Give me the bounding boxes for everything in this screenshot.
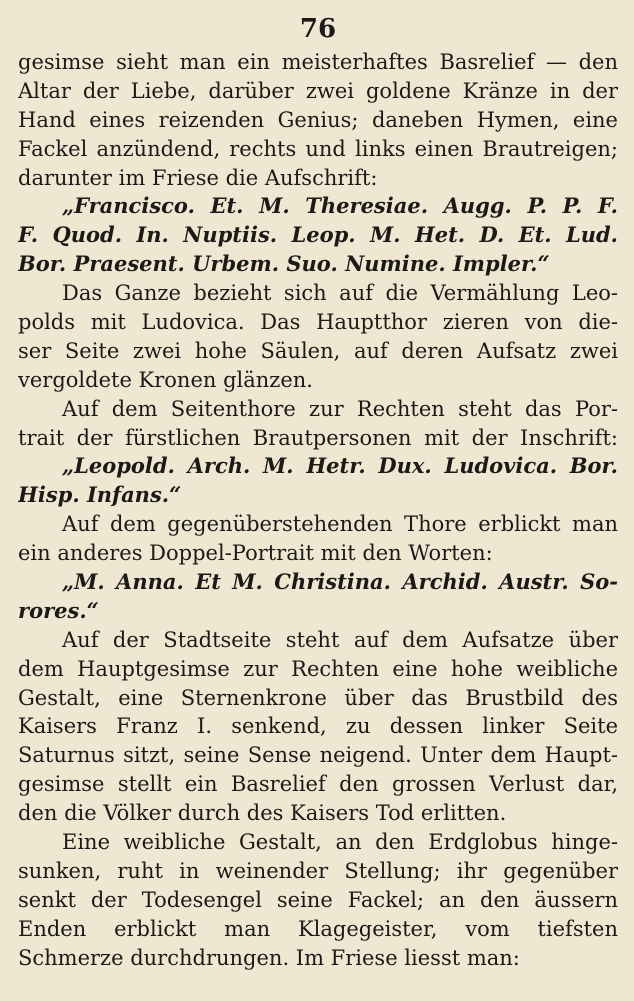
text-line: „M. Anna. Et M. Christina. Archid. Austr. So- — [62, 569, 618, 595]
text-line: den die Völker durch des Kaisers Tod erlitten. — [18, 801, 507, 826]
text-line: Auf dem Seitenthore zur Rechten steht das Por- — [62, 396, 618, 421]
text-line: ser Seite zwei hohe Säulen, auf deren Aufsatz zwei — [18, 338, 618, 363]
text-line: Kaisers Franz I. senkend, zu dessen linker Seite — [18, 714, 618, 739]
text-line: Altar der Liebe, darüber zwei goldene Kränze in der — [18, 78, 618, 103]
text-line: Das Ganze bezieht sich auf die Vermählung Leo- — [62, 281, 618, 306]
text-line: Enden erblickt man Klagegeister, vom tiefsten — [18, 916, 618, 941]
text-line: gesimse stellt ein Basrelief den grossen Verlust dar, — [18, 772, 618, 797]
text-line: Hisp. Infans.“ — [18, 482, 182, 508]
text-line: F. Quod. In. Nuptiis. Leop. M. Het. D. Et. Lud. — [18, 222, 618, 248]
text-line: Auf dem gegenüberstehenden Thore erblickt man — [62, 512, 618, 537]
page-text — [18, 48, 618, 973]
text-line: Eine weibliche Gestalt, an den Erdglobus hinge- — [62, 830, 618, 855]
page-number: 76 — [299, 14, 337, 44]
text-line: Bor. Praesent. Urbem. Suo. Numine. Impler.“ — [18, 251, 550, 277]
text-line: polds mit Ludovica. Das Hauptthor zieren von die- — [18, 310, 618, 335]
text-line: „Francisco. Et. M. Theresiae. Augg. P. P. F. — [62, 193, 618, 219]
text-line: senkt der Todesengel seine Fackel; an den äussern — [18, 887, 618, 912]
text-line: „Leopold. Arch. M. Hetr. Dux. Ludovica. Bor. — [62, 453, 618, 479]
text-line: dem Hauptgesimse zur Rechten eine hohe weibliche — [18, 656, 618, 681]
text-line: Hand eines reizenden Genius; daneben Hymen, eine — [18, 107, 618, 132]
text-line: sunken, ruht in weinender Stellung; ihr gegenüber — [18, 858, 618, 883]
text-line: Schmerze durchdrungen. Im Friese liesst man: — [18, 945, 520, 970]
text-line: Fackel anzündend, rechts und links einen Brautreigen; — [18, 136, 618, 161]
text-line: Gestalt, eine Sternenkrone über das Brustbild des — [18, 685, 618, 710]
text-line: Auf der Stadtseite steht auf dem Aufsatze über — [62, 627, 618, 652]
text-line: vergoldete Kronen glänzen. — [18, 367, 313, 392]
text-line: trait der fürstlichen Brautpersonen mit der Inschrift: — [18, 425, 618, 450]
text-line: rores.“ — [18, 597, 99, 623]
text-line: gesimse sieht man ein meisterhaftes Basrelief — den — [18, 50, 618, 74]
text-line: ein anderes Doppel-Portrait mit den Worten: — [18, 541, 493, 566]
text-line: Saturnus sitzt, seine Sense neigend. Unter dem Haupt- — [18, 743, 618, 768]
text-line: darunter im Friese die Aufschrift: — [18, 165, 378, 190]
